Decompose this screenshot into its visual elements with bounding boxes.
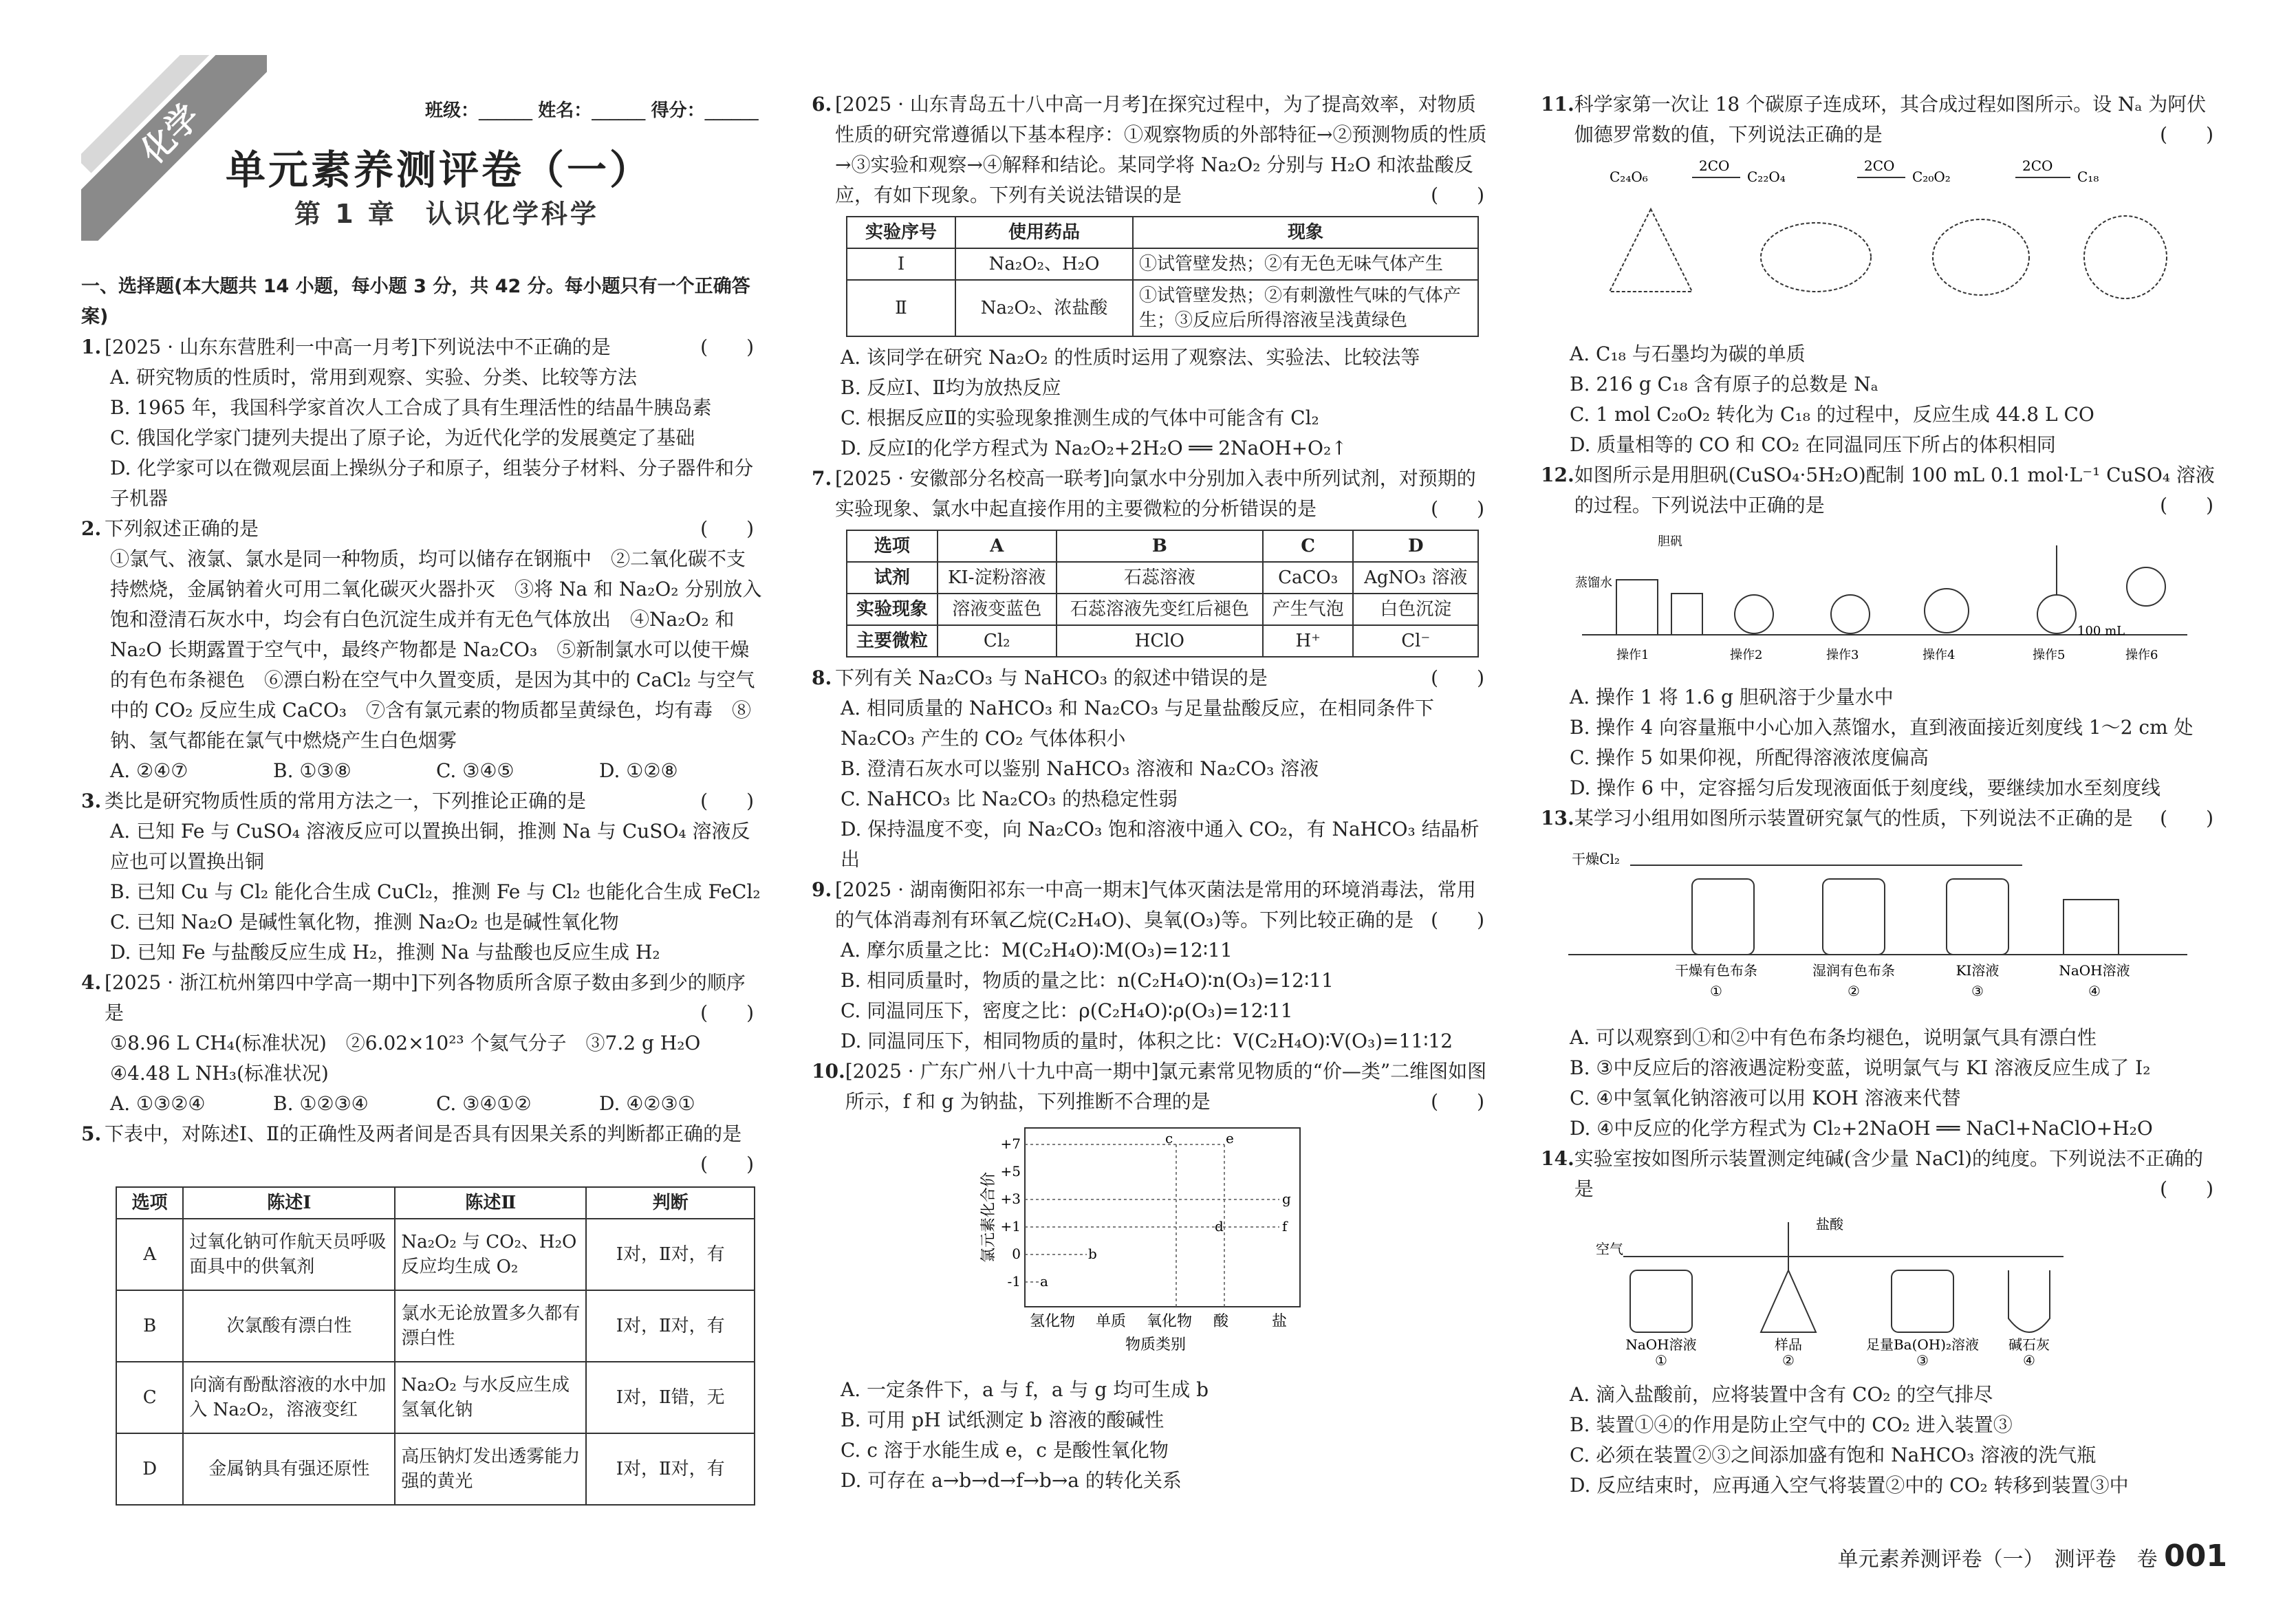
question-2 bbox=[81, 514, 762, 786]
question-13 bbox=[1541, 803, 2222, 1144]
table-cell: 高压钠灯发出透雾能力强的黄光 bbox=[395, 1433, 586, 1505]
table-header: D bbox=[1353, 530, 1478, 562]
option-b: B. 反应Ⅰ、Ⅱ均为放热反应 bbox=[841, 376, 1061, 399]
answer-paren: ( ) bbox=[1431, 909, 1484, 931]
answer-paren: ( ) bbox=[1431, 666, 1484, 689]
question-5 bbox=[81, 1119, 762, 1506]
fig-label: KI溶液 bbox=[1956, 962, 2000, 979]
section-heading: 一、选择题(本大题共 14 小题，每小题 3 分，共 42 分。每小题只有一个正确答案) bbox=[81, 276, 750, 327]
bottle-2 bbox=[1823, 879, 1885, 955]
column-1 bbox=[81, 272, 762, 1506]
table-cell: AgNO₃ 溶液 bbox=[1353, 562, 1478, 594]
question-1 bbox=[81, 332, 762, 514]
question-7 bbox=[812, 464, 1493, 658]
answer-paren: ( ) bbox=[700, 790, 754, 812]
option-c: C. 根据反应Ⅱ的实验现象推测生成的气体中可能含有 Cl₂ bbox=[841, 406, 1319, 429]
q6-table bbox=[846, 216, 1479, 337]
option-a: A. 该同学在研究 Na₂O₂ 的性质时运用了观察法、实验法、比较法等 bbox=[841, 346, 1420, 369]
class-label: 班级： bbox=[425, 100, 479, 121]
answer-paren: ( ) bbox=[700, 336, 754, 358]
table-cell: Ⅰ对，Ⅱ错，无 bbox=[586, 1362, 755, 1433]
point-label: d bbox=[1215, 1218, 1224, 1235]
question-number: 6. bbox=[812, 93, 832, 116]
volumetric-flask bbox=[1925, 589, 1969, 633]
bottle-3 bbox=[1892, 1270, 1953, 1332]
point-label: e bbox=[1226, 1130, 1234, 1147]
ytick: +5 bbox=[1000, 1163, 1021, 1180]
table-cell: 向滴有酚酞溶液的水中加入 Na₂O₂，溶液变红 bbox=[183, 1362, 395, 1433]
beaker bbox=[1671, 594, 1702, 635]
table-row bbox=[116, 1433, 755, 1505]
question-stem: 下表中，对陈述Ⅰ、Ⅱ的正确性及两者间是否具有因果关系的判断都正确的是 bbox=[105, 1122, 742, 1145]
option-d: D. 已知 Fe 与盐酸反应生成 H₂，推测 Na 与盐酸也反应生成 H₂ bbox=[110, 941, 660, 964]
table-cell: Cl₂ bbox=[938, 625, 1057, 657]
table-cell: 试剂 bbox=[847, 562, 938, 594]
question-number: 13. bbox=[1541, 807, 1574, 829]
name-label: 姓名： bbox=[538, 100, 592, 121]
question-number: 14. bbox=[1541, 1147, 1574, 1170]
question-stem: 科学家第一次让 18 个碳原子连成环，其合成过程如图所示。设 Nₐ 为阿伏伽德罗常数的值，下列说法正确的是 bbox=[1574, 93, 2207, 146]
point-label: f bbox=[1282, 1218, 1288, 1235]
question-14 bbox=[1541, 1144, 2222, 1501]
options-row bbox=[81, 1089, 762, 1119]
option-b: B. ①③⑧ bbox=[273, 759, 351, 782]
ytick: -1 bbox=[1007, 1273, 1021, 1290]
fig-label: C₂₂O₄ bbox=[1747, 169, 1786, 185]
fig-label: NaOH溶液 bbox=[1625, 1336, 1697, 1353]
table-header: 选项 bbox=[116, 1187, 183, 1219]
option-a: A. 研究物质的性质时，常用到观察、实验、分类、比较等方法 bbox=[110, 366, 638, 389]
question-12 bbox=[1541, 460, 2222, 803]
point-label: b bbox=[1088, 1246, 1097, 1262]
table-cell: A bbox=[116, 1219, 183, 1290]
fig-label: 操作2 bbox=[1730, 648, 1763, 662]
table-header: 选项 bbox=[847, 530, 938, 562]
option-d: D. ④②③① bbox=[599, 1092, 695, 1115]
table-row bbox=[116, 1290, 755, 1362]
table-cell: B bbox=[116, 1290, 183, 1362]
table-cell: 实验现象 bbox=[847, 594, 938, 625]
option-d: D. 化学家可以在微观层面上操纵分子和原子，组装分子材料、分子器件和分子机器 bbox=[110, 457, 754, 510]
table-cell: Ⅰ对，Ⅱ对，有 bbox=[586, 1290, 755, 1362]
q10-chart bbox=[977, 1121, 1493, 1371]
question-number: 11. bbox=[1541, 93, 1574, 116]
volumetric-flask bbox=[1735, 595, 1773, 633]
option-d: D. 同温同压下，相同物质的量时，体积之比：V(C₂H₄O)∶V(O₃)=11∶12 bbox=[841, 1030, 1453, 1052]
question-stem: 实验室按如图所示装置测定纯碱(含少量 NaCl)的纯度。下列说法不正确的是 bbox=[1574, 1147, 2204, 1200]
option-b: B. 可用 pH 试纸测定 b 溶液的酸碱性 bbox=[841, 1409, 1165, 1431]
option-b: B. ③中反应后的溶液遇淀粉变蓝，说明氯气与 KI 溶液反应生成了 I₂ bbox=[1570, 1056, 2151, 1079]
student-info: 班级：______ 姓名：______ 得分：______ bbox=[425, 100, 759, 121]
fig-label: ④ bbox=[2088, 983, 2101, 999]
table-cell: C bbox=[116, 1362, 183, 1433]
table-cell: 白色沉淀 bbox=[1353, 594, 1478, 625]
fig-label: 足量Ba(OH)₂溶液 bbox=[1865, 1336, 1980, 1353]
table-cell: 主要微粒 bbox=[847, 625, 938, 657]
question-number: 8. bbox=[812, 666, 832, 689]
u-tube-4 bbox=[2008, 1270, 2050, 1332]
chart-xlabel: 物质类别 bbox=[1125, 1336, 1187, 1354]
answer-paren: ( ) bbox=[1431, 184, 1484, 206]
option-c: C. 必须在装置②③之间添加盛有饱和 NaHCO₃ 溶液的洗气瓶 bbox=[1570, 1444, 2097, 1466]
table-header: 现象 bbox=[1133, 217, 1478, 248]
table-row bbox=[116, 1362, 755, 1433]
option-d: D. 保持温度不变，向 Na₂CO₃ 饱和溶液中通入 CO₂，有 NaHCO₃ 结晶析出 bbox=[841, 818, 1480, 871]
question-stem: 类比是研究物质性质的常用方法之一，下列推论正确的是 bbox=[105, 790, 587, 812]
table-row bbox=[847, 562, 1478, 594]
answer-paren: ( ) bbox=[2160, 1177, 2213, 1200]
table-cell: 过氧化钠可作航天员呼吸面具中的供氧剂 bbox=[183, 1219, 395, 1290]
table-header: 陈述Ⅱ bbox=[395, 1187, 586, 1219]
question-number: 5. bbox=[81, 1122, 102, 1145]
option-a: A. 摩尔质量之比：M(C₂H₄O)∶M(O₃)=12∶11 bbox=[841, 939, 1233, 961]
option-b: B. 装置①④的作用是防止空气中的 CO₂ 进入装置③ bbox=[1570, 1413, 2013, 1436]
option-a: A. C₁₈ 与石墨均为碳的单质 bbox=[1570, 343, 1806, 365]
table-cell: Na₂O₂、浓盐酸 bbox=[955, 280, 1133, 336]
xtick: 酸 bbox=[1213, 1313, 1229, 1330]
answer-paren: ( ) bbox=[2160, 123, 2213, 146]
fig-label: 碱石灰 bbox=[2008, 1336, 2050, 1353]
question-4 bbox=[81, 968, 762, 1119]
question-body: ①氯气、液氯、氯水是同一种物质，均可以储存在钢瓶中 ②二氧化碳不支持燃烧，金属钠着火可用二氧化碳灭火器扑灭 ③将 Na 和 Na₂O₂ 分别放入饱和澄清石灰水中，均会有白色沉淀生成并有无色气体放出 ④Na₂O₂ 和 Na₂O 长期露置于空气中，最终产物都是 Na₂CO₃ ⑤新制氯水可以使干燥的有色布条褪色 ⑥漂白粉在空气中久置变质，是因为其中的 CaCl₂ 与空气中的 CO₂ 反应生成 CaCO₃ ⑦含有氯元素的物质都呈黄绿色，均有毒 ⑧钠、氢气都能在氯气中燃烧产生白色烟雾 bbox=[110, 547, 762, 752]
table-row bbox=[847, 280, 1478, 336]
point-label: c bbox=[1165, 1130, 1173, 1147]
table-row bbox=[847, 625, 1478, 657]
option-a: A. ②④⑦ bbox=[110, 759, 188, 782]
subject-label: 化学 bbox=[81, 55, 267, 241]
option-c: C. 1 mol C₂₀O₂ 转化为 C₁₈ 的过程中，反应生成 44.8 L CO bbox=[1570, 403, 2094, 426]
table-cell: CaCO₃ bbox=[1263, 562, 1354, 594]
table-cell: 溶液变蓝色 bbox=[938, 594, 1057, 625]
fig-label: ③ bbox=[1916, 1352, 1929, 1367]
fig-label: ① bbox=[1710, 983, 1722, 999]
question-10 bbox=[812, 1056, 1493, 1496]
table-cell: Na₂O₂ 与 CO₂、H₂O 反应均生成 O₂ bbox=[395, 1219, 586, 1290]
beaker-4 bbox=[2064, 900, 2119, 955]
ytick: 0 bbox=[1012, 1246, 1021, 1262]
question-stem: [2025 · 山东青岛五十八中高一月考]在探究过程中，为了提高效率，对物质性质的研究常遵循以下基本程序：①观察物质的外部特征→②预测物质的性质→③实验和观察→④解释和结论。某同学将 Na₂O₂ 分别与 H₂O 和浓盐酸反应，有如下现象。下列有关说法错误的是 bbox=[835, 93, 1487, 206]
question-11 bbox=[1541, 89, 2222, 460]
fig-label: 2CO bbox=[2022, 157, 2053, 174]
question-stem: [2025 · 湖南衡阳祁东一中高一期末]气体灭菌法是常用的环境消毒法，常用的气体消毒剂有环氧乙烷(C₂H₄O)、臭氧(O₃)等。下列比较正确的是 bbox=[835, 878, 1476, 931]
answer-paren: ( ) bbox=[2160, 807, 2213, 829]
fig-label: 操作3 bbox=[1826, 648, 1859, 662]
question-body-line1: ①8.96 L CH₄(标准状况) ②6.02×10²³ 个氦气分子 ③7.2 g H₂O bbox=[110, 1032, 701, 1054]
question-stem: 下列有关 Na₂CO₃ 与 NaHCO₃ 的叙述中错误的是 bbox=[835, 666, 1268, 689]
option-a: A. 已知 Fe 与 CuSO₄ 溶液反应可以置换出铜，推测 Na 与 CuSO₄ 溶液反应也可以置换出铜 bbox=[110, 820, 750, 873]
question-number: 9. bbox=[812, 878, 832, 901]
question-number: 3. bbox=[81, 790, 102, 812]
fig-label: ② bbox=[1848, 983, 1860, 999]
option-b: B. ①②③④ bbox=[273, 1092, 369, 1115]
table-cell: Na₂O₂、H₂O bbox=[955, 248, 1133, 280]
question-stem: 某学习小组用如图所示装置研究氯气的性质，下列说法不正确的是 bbox=[1574, 807, 2133, 829]
option-c: C. ④中氢氧化钠溶液可以用 KOH 溶液来代替 bbox=[1570, 1087, 1961, 1109]
question-number: 10. bbox=[812, 1060, 845, 1083]
point-label: a bbox=[1040, 1273, 1048, 1290]
chart-frame bbox=[1025, 1128, 1300, 1307]
fig-label: ③ bbox=[1971, 983, 1984, 999]
q13-figure bbox=[1568, 838, 2222, 1019]
table-cell: H⁺ bbox=[1263, 625, 1354, 657]
table-cell: ①试管壁发热；②有刺激性气味的气体产生；③反应后所得溶液呈浅黄绿色 bbox=[1133, 280, 1478, 336]
option-a: A. 操作 1 将 1.6 g 胆矾溶于少量水中 bbox=[1570, 686, 1894, 708]
fig-label: ① bbox=[1655, 1352, 1667, 1367]
molecule-c22o4 bbox=[1761, 223, 1871, 292]
fig-label: 干燥Cl₂ bbox=[1572, 851, 1620, 867]
options-row bbox=[81, 756, 762, 786]
fig-label: 操作1 bbox=[1616, 648, 1649, 662]
page-title: 单元素养测评卷（一） bbox=[226, 146, 653, 193]
flask-2 bbox=[1761, 1270, 1816, 1332]
table-cell: 次氯酸有漂白性 bbox=[183, 1290, 395, 1362]
table-header: 使用药品 bbox=[955, 217, 1133, 248]
option-c: C. c 溶于水能生成 e，c 是酸性氧化物 bbox=[841, 1439, 1169, 1462]
question-6 bbox=[812, 89, 1493, 464]
ytick: +3 bbox=[1000, 1191, 1021, 1207]
question-stem: [2025 · 安徽部分名校高一联考]向氯水中分别加入表中所列试剂，对预期的实验现象、氯水中起直接作用的主要微粒的分析错误的是 bbox=[835, 467, 1476, 520]
table-header: A bbox=[938, 530, 1057, 562]
option-c: C. 已知 Na₂O 是碱性氧化物，推测 Na₂O₂ 也是碱性氧化物 bbox=[110, 911, 619, 933]
question-stem: 如图所示是用胆矾(CuSO₄·5H₂O)配制 100 mL 0.1 mol·L⁻¹ CuSO₄ 溶液的过程。下列说法中正确的是 bbox=[1574, 464, 2215, 517]
table-cell: Na₂O₂ 与水反应生成氢氧化钠 bbox=[395, 1362, 586, 1433]
question-3 bbox=[81, 786, 762, 968]
score-label: 得分： bbox=[651, 100, 705, 121]
fig-label: 操作6 bbox=[2125, 648, 2158, 662]
q11-figure bbox=[1582, 154, 2222, 335]
option-d: D. 反应Ⅰ的化学方程式为 Na₂O₂+2H₂O ══ 2NaOH+O₂↑ bbox=[841, 437, 1347, 459]
answer-paren: ( ) bbox=[700, 1153, 754, 1175]
table-cell: Ⅰ bbox=[847, 248, 955, 280]
option-b: B. 操作 4 向容量瓶中小心加入蒸馏水，直到液面接近刻度线 1～2 cm 处 bbox=[1570, 716, 2194, 739]
bottle-3 bbox=[1947, 879, 2008, 955]
footer-text: 单元素养测评卷（一） 测评卷 卷 bbox=[1837, 1547, 2158, 1572]
fig-label: 盐酸 bbox=[1816, 1216, 1843, 1232]
table-cell: 氯水无论放置多久都有漂白性 bbox=[395, 1290, 586, 1362]
fig-label: C₂₄O₆ bbox=[1610, 169, 1648, 185]
header bbox=[81, 55, 769, 261]
table-cell: D bbox=[116, 1433, 183, 1505]
question-stem: [2025 · 山东东营胜利一中高一月考]下列说法中不正确的是 bbox=[105, 336, 611, 358]
table-cell: Ⅱ bbox=[847, 280, 955, 336]
ytick: +1 bbox=[1000, 1218, 1021, 1235]
table-header: 陈述Ⅰ bbox=[183, 1187, 395, 1219]
bottle-1 bbox=[1630, 1270, 1692, 1332]
column-3 bbox=[1541, 89, 2222, 1501]
fig-label: 干燥有色布条 bbox=[1675, 962, 1757, 979]
answer-paren: ( ) bbox=[700, 517, 754, 540]
table-row bbox=[847, 594, 1478, 625]
question-number: 1. bbox=[81, 336, 102, 358]
table-header: 判断 bbox=[586, 1187, 755, 1219]
option-c: C. NaHCO₃ 比 Na₂CO₃ 的热稳定性弱 bbox=[841, 787, 1178, 810]
fig-label: 湿润有色布条 bbox=[1812, 962, 1895, 979]
table-row bbox=[116, 1219, 755, 1290]
answer-paren: ( ) bbox=[1431, 497, 1484, 520]
option-b: B. 澄清石灰水可以鉴别 NaHCO₃ 溶液和 Na₂CO₃ 溶液 bbox=[841, 757, 1319, 780]
page-footer bbox=[1838, 1539, 2227, 1574]
option-a: A. 一定条件下，a 与 f，a 与 g 均可生成 b bbox=[841, 1378, 1209, 1401]
fig-label: 操作4 bbox=[1923, 648, 1956, 662]
option-d: D. 操作 6 中，定容摇匀后发现液面低于刻度线，要继续加水至刻度线 bbox=[1570, 776, 2160, 799]
option-c: C. 俄国化学家门捷列夫提出了原子论，为近代化学的发展奠定了基础 bbox=[110, 426, 695, 449]
answer-paren: ( ) bbox=[2160, 494, 2213, 517]
question-number: 2. bbox=[81, 517, 102, 540]
question-number: 12. bbox=[1541, 464, 1574, 486]
fig-label: 2CO bbox=[1699, 157, 1730, 174]
volumetric-flask bbox=[1831, 595, 1870, 633]
fig-label: C₂₀O₂ bbox=[1912, 169, 1951, 185]
q14-figure bbox=[1582, 1208, 2222, 1376]
molecule-c20o2 bbox=[1933, 219, 2029, 295]
q7-table bbox=[846, 530, 1479, 658]
option-d: D. ④中反应的化学方程式为 Cl₂+2NaOH ══ NaCl+NaClO+H₂O bbox=[1570, 1117, 2153, 1140]
fig-label: 空气 bbox=[1596, 1241, 1623, 1257]
chart-ylabel: 氯元素化合价 bbox=[980, 1171, 997, 1263]
volumetric-flask bbox=[2037, 595, 2076, 633]
option-a: A. ①③②④ bbox=[110, 1092, 206, 1115]
option-d: D. 质量相等的 CO 和 CO₂ 在同温同压下所占的体积相同 bbox=[1570, 433, 2056, 456]
option-c: C. ③④①② bbox=[436, 1092, 532, 1115]
option-d: D. 可存在 a→b→d→f→b→a 的转化关系 bbox=[841, 1469, 1182, 1492]
table-cell: HClO bbox=[1057, 625, 1263, 657]
table-cell: 石蕊溶液先变红后褪色 bbox=[1057, 594, 1263, 625]
fig-label: C₁₈ bbox=[2077, 169, 2099, 185]
table-cell: 金属钠具有强还原性 bbox=[183, 1433, 395, 1505]
option-b: B. 已知 Cu 与 Cl₂ 能化合生成 CuCl₂，推测 Fe 与 Cl₂ 也能化合生成 FeCl₂ bbox=[110, 880, 761, 903]
q5-table bbox=[116, 1186, 755, 1506]
option-a: A. 可以观察到①和②中有色布条均褪色，说明氯气具有漂白性 bbox=[1570, 1026, 2097, 1049]
table-cell: 石蕊溶液 bbox=[1057, 562, 1263, 594]
question-8 bbox=[812, 663, 1493, 875]
xtick: 氧化物 bbox=[1146, 1313, 1193, 1330]
table-cell: 产生气泡 bbox=[1263, 594, 1354, 625]
option-d: D. 反应结束时，应再通入空气将装置②中的 CO₂ 转移到装置③中 bbox=[1570, 1474, 2129, 1497]
page-subtitle: 第 1 章 认识化学科学 bbox=[294, 199, 599, 229]
option-a: A. 滴入盐酸前，应将装置中含有 CO₂ 的空气排尽 bbox=[1570, 1383, 1993, 1406]
table-cell: Ⅰ对，Ⅱ对，有 bbox=[586, 1433, 755, 1505]
volumetric-flask bbox=[2127, 567, 2165, 606]
fig-label: NaOH溶液 bbox=[2059, 962, 2130, 979]
answer-paren: ( ) bbox=[1431, 1090, 1484, 1113]
option-c: C. ③④⑤ bbox=[436, 759, 515, 782]
q12-figure bbox=[1575, 525, 2222, 678]
option-b: B. 216 g C₁₈ 含有原子的总数是 Nₐ bbox=[1570, 373, 1878, 395]
xtick: 氢化物 bbox=[1029, 1313, 1076, 1330]
molecule-c18 bbox=[2084, 216, 2167, 298]
table-header: B bbox=[1057, 530, 1263, 562]
table-header: 实验序号 bbox=[847, 217, 955, 248]
table-cell: ①试管壁发热；②有无色无味气体产生 bbox=[1133, 248, 1478, 280]
xtick: 盐 bbox=[1271, 1313, 1288, 1330]
fig-label: 100 mL bbox=[2077, 624, 2125, 638]
fig-label: ④ bbox=[2023, 1352, 2035, 1367]
bottle-1 bbox=[1692, 879, 1754, 955]
page-number: 001 bbox=[2164, 1539, 2227, 1574]
fig-label: 操作5 bbox=[2033, 648, 2066, 662]
question-stem: 下列叙述正确的是 bbox=[105, 517, 259, 540]
question-stem: [2025 · 广东广州八十九中高一期中]氯元素常见物质的“价—类”二维图如图所示，f 和 g 为钠盐，下列推断不合理的是 bbox=[845, 1060, 1487, 1113]
fig-label: 样品 bbox=[1775, 1336, 1802, 1353]
point-label: g bbox=[1282, 1191, 1291, 1207]
beaker bbox=[1616, 580, 1658, 635]
option-c: C. 操作 5 如果仰视，所配得溶液浓度偏高 bbox=[1570, 746, 1929, 769]
table-cell: Cl⁻ bbox=[1353, 625, 1478, 657]
option-b: B. 1965 年，我国科学家首次人工合成了具有生理活性的结晶牛胰岛素 bbox=[110, 396, 712, 419]
fig-label: ② bbox=[1782, 1352, 1795, 1367]
option-b: B. 相同质量时，物质的量之比：n(C₂H₄O)∶n(O₃)=12∶11 bbox=[841, 969, 1334, 992]
option-c: C. 同温同压下，密度之比：ρ(C₂H₄O)∶ρ(O₃)=12∶11 bbox=[841, 999, 1293, 1022]
table-header: C bbox=[1263, 530, 1354, 562]
table-cell: Ⅰ对，Ⅱ对，有 bbox=[586, 1219, 755, 1290]
question-number: 4. bbox=[81, 971, 102, 994]
table-row bbox=[847, 248, 1478, 280]
fig-label: 胆矾 bbox=[1658, 534, 1682, 549]
question-9 bbox=[812, 875, 1493, 1056]
question-stem: [2025 · 浙江杭州第四中学高一期中]下列各物质所含原子数由多到少的顺序是 bbox=[105, 971, 746, 1024]
option-d: D. ①②⑧ bbox=[599, 759, 678, 782]
molecule-c24o6 bbox=[1610, 209, 1692, 292]
fig-label: 蒸馏水 bbox=[1575, 576, 1612, 590]
table-cell: KI-淀粉溶液 bbox=[938, 562, 1057, 594]
question-body-line2: ④4.48 L NH₃(标准状况) bbox=[110, 1062, 329, 1085]
fig-label: 2CO bbox=[1864, 157, 1895, 174]
answer-paren: ( ) bbox=[700, 1001, 754, 1024]
option-a: A. 相同质量的 NaHCO₃ 和 Na₂CO₃ 与足量盐酸反应，在相同条件下 Na₂CO₃ 产生的 CO₂ 气体体积小 bbox=[841, 697, 1434, 750]
ytick: +7 bbox=[1000, 1136, 1021, 1152]
question-number: 7. bbox=[812, 467, 832, 490]
xtick: 单质 bbox=[1095, 1313, 1127, 1330]
column-2 bbox=[812, 89, 1493, 1496]
